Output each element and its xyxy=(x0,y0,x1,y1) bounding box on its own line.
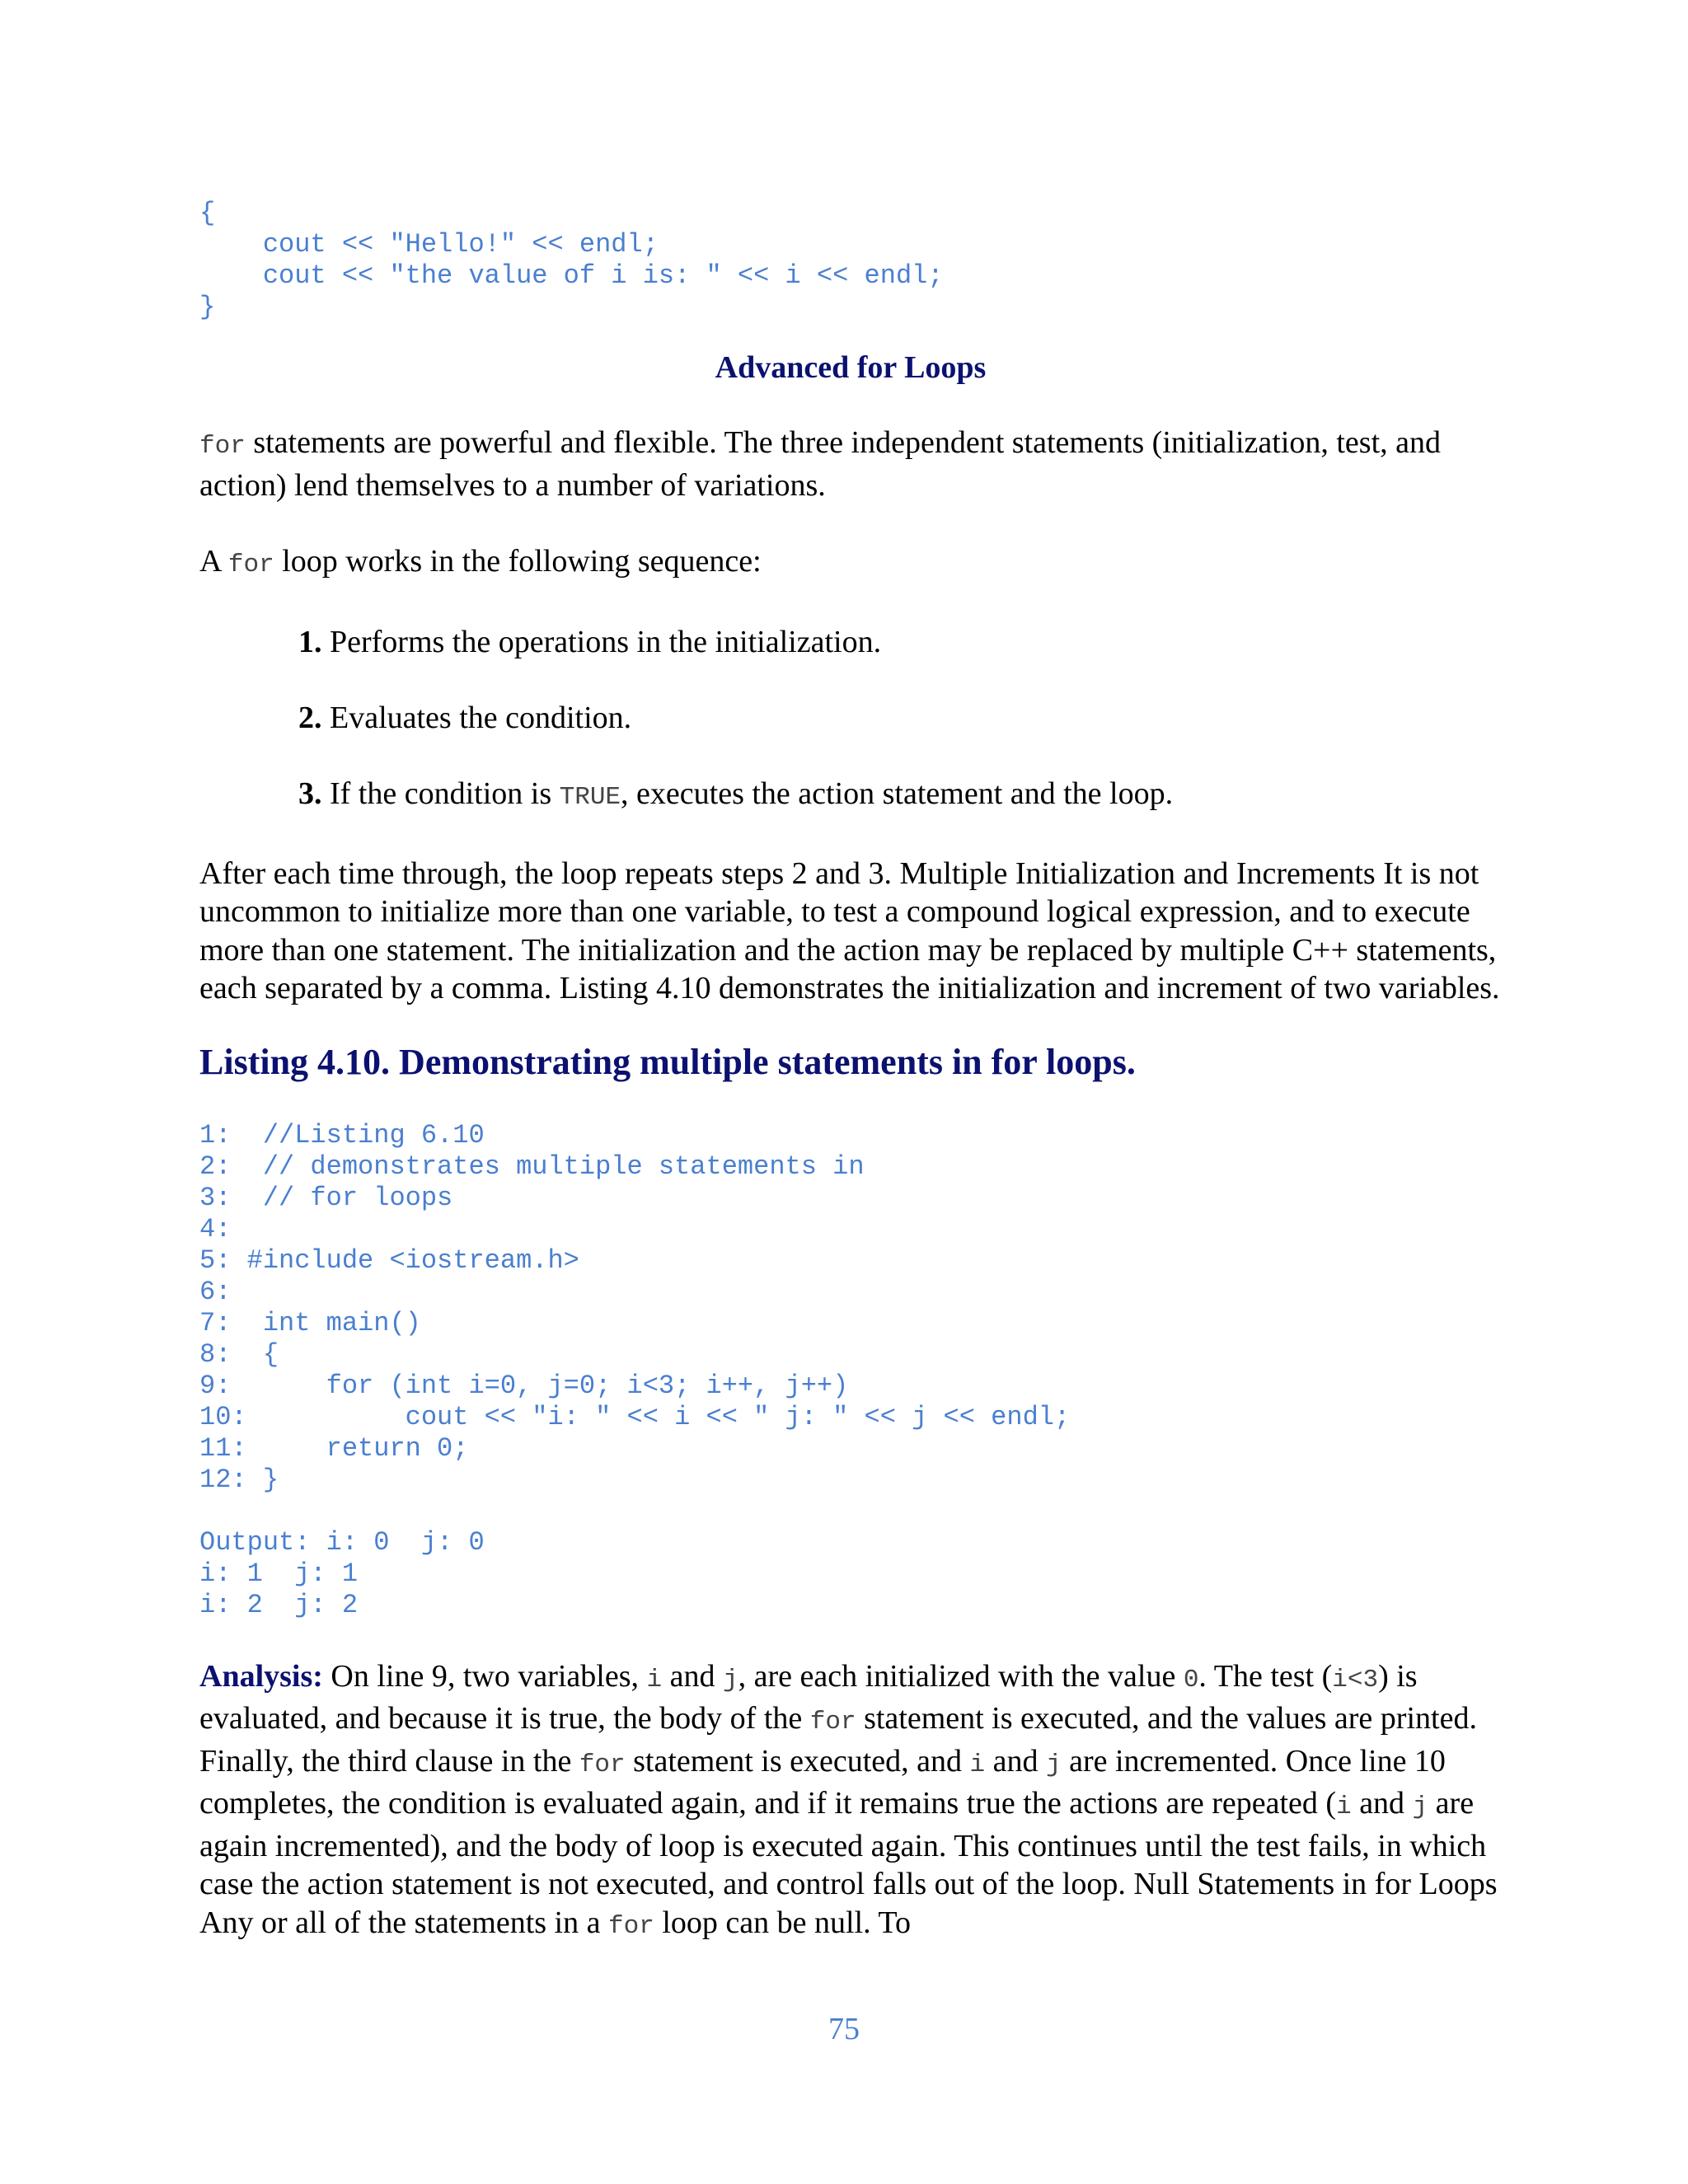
listing-title: Listing 4.10. Demonstrating multiple statements in for loops. xyxy=(199,1041,1136,1082)
page-content xyxy=(199,198,1502,1946)
code-line: 12: } xyxy=(199,1464,279,1495)
inline-code: for xyxy=(227,551,274,579)
text-run: and xyxy=(985,1743,1046,1779)
after-paragraph: After each time through, the loop repeats steps 2 and 3. Multiple Initialization and Increments It is not uncommon to initialize more than one variable, to test a compound logical expression, and to execute more than one statement. The initialization and the action may be replaced by multiple C++ statements, each separated by a comma. Listing 4.10 demonstrates the initialization and increment of two variables. xyxy=(199,855,1500,1005)
analysis-paragraph xyxy=(199,1657,1502,1947)
inline-code: TRUE xyxy=(559,782,621,812)
sequence-steps xyxy=(199,623,1502,817)
inline-code: for xyxy=(579,1750,626,1779)
code-line: cout << "the value of i is: " << i << endl; xyxy=(199,260,944,291)
inline-code: i xyxy=(969,1750,986,1779)
top-code-block xyxy=(199,198,1502,323)
code-line: 9: for (int i=0, j=0; i<3; i++, j++) xyxy=(199,1370,849,1401)
intro-paragraph xyxy=(199,424,1502,504)
step-number: 3. xyxy=(298,776,322,811)
step-text: , executes the action statement and the loop. xyxy=(621,776,1174,811)
code-line: 3: // for loops xyxy=(199,1182,453,1213)
text-run: loop can be null. To xyxy=(654,1905,911,1940)
code-line: 1: //Listing 6.10 xyxy=(199,1119,485,1151)
text-run: and xyxy=(1351,1786,1413,1821)
code-line: Output: i: 0 j: 0 xyxy=(199,1526,485,1558)
code-line: 4: xyxy=(199,1213,232,1244)
inline-code: 0 xyxy=(1183,1665,1199,1694)
step-number: 1. xyxy=(298,624,322,659)
output-code-block xyxy=(199,1527,1502,1621)
code-line: 2: // demonstrates multiple statements in xyxy=(199,1151,865,1182)
analysis-label: Analysis: xyxy=(199,1658,323,1694)
text-run: loop works in the following sequence: xyxy=(274,544,762,579)
code-line: 11: return 0; xyxy=(199,1432,469,1464)
listing-code-block xyxy=(199,1120,1502,1496)
inline-code: j xyxy=(1412,1793,1428,1821)
code-line: cout << "Hello!" << endl; xyxy=(199,229,659,260)
text-run: statements are powerful and flexible. The three independent statements (initialization, test, and action) lend themselves to a number of variations. xyxy=(199,425,1442,503)
inline-code: i<3 xyxy=(1332,1665,1379,1694)
text-run: are incremented. Once line 10 completes, the condition is evaluated again, and if it remains true the actions are repeated ( xyxy=(199,1743,1446,1821)
text-run: . The test ( xyxy=(1198,1658,1333,1694)
inline-code: j xyxy=(723,1665,738,1694)
text-run: ) is evaluated, and because it is true, the body of the xyxy=(199,1658,1418,1736)
text-run: On line 9, two variables, xyxy=(322,1658,647,1694)
inline-code: for xyxy=(199,432,246,461)
step-text: Evaluates the condition. xyxy=(321,700,632,735)
text-run: statement is executed, and xyxy=(625,1743,970,1779)
inline-code: j xyxy=(1045,1750,1062,1779)
inline-code: for xyxy=(809,1708,856,1736)
step-item xyxy=(199,775,1502,817)
code-line: 5: #include <iostream.h> xyxy=(199,1244,579,1276)
step-number: 2. xyxy=(298,700,322,735)
code-line: 6: xyxy=(199,1276,232,1307)
code-line: { xyxy=(199,198,216,228)
section-title: Advanced for Loops xyxy=(715,350,987,385)
inline-code: for xyxy=(608,1911,654,1941)
text-run: are again incremented), and the body of loop is executed again. This continues until the test fails, in which case the action statement is not executed, and control falls out of the loop. Null Statements in for Loops Any or all of the statements in a xyxy=(199,1786,1498,1940)
sequence-paragraph xyxy=(199,542,1502,585)
code-line: } xyxy=(199,292,216,322)
text-run: A xyxy=(199,544,228,579)
text-run: , are each initialized with the value xyxy=(738,1658,1184,1694)
code-line: 7: int main() xyxy=(199,1307,421,1338)
step-item xyxy=(199,699,1502,737)
step-item xyxy=(199,623,1502,661)
text-run: statement is executed, and the values are printed. Finally, the third clause in the xyxy=(199,1701,1477,1779)
step-text: If the condition is xyxy=(321,776,560,811)
code-line: 10: cout << "i: " << i << " j: " << j << endl; xyxy=(199,1401,1071,1432)
inline-code: i xyxy=(1336,1793,1352,1821)
step-text: Performs the operations in the initialization. xyxy=(321,624,882,659)
text-run: and xyxy=(662,1658,723,1694)
code-line: i: 1 j: 1 xyxy=(199,1558,359,1589)
inline-code: i xyxy=(646,1665,663,1694)
page-number: 75 xyxy=(828,2012,860,2046)
code-line: i: 2 j: 2 xyxy=(199,1589,359,1620)
code-line: 8: { xyxy=(199,1338,279,1370)
